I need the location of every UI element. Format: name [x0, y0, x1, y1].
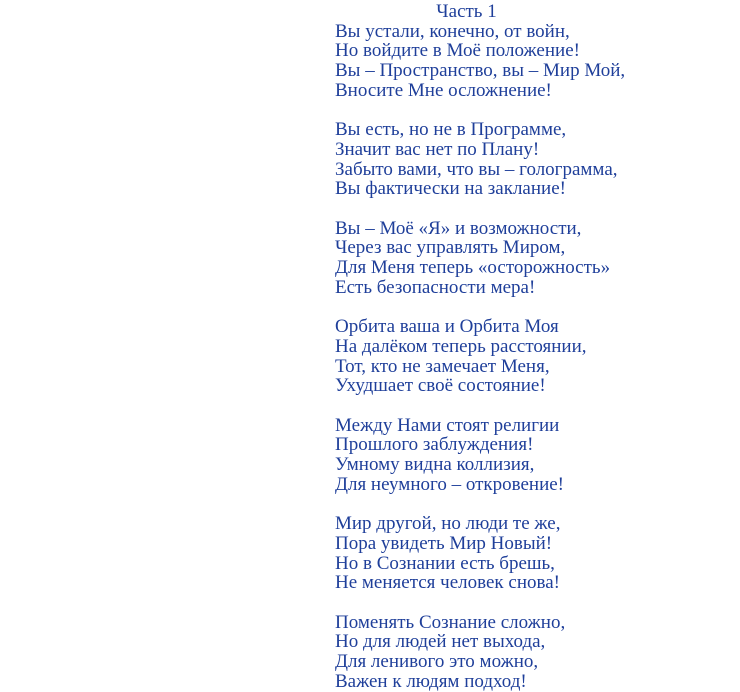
poem-line: Важен к людям подход! — [335, 670, 527, 692]
poem-line: Но в Сознании есть брешь, — [335, 552, 555, 574]
poem-line: Но войдите в Моё положение! — [335, 40, 580, 62]
poem-line: Для Меня теперь «осторожность» — [335, 257, 611, 279]
poem-line: Не меняется человек снова! — [335, 572, 560, 594]
poem-line: Мир другой, но люди те же, — [335, 513, 561, 535]
stanza-5 — [335, 416, 735, 495]
poem-line: Умному видна коллизия, — [335, 454, 535, 476]
poem-line: Ухудшает своё состояние! — [335, 375, 546, 397]
poem-line: Тот, кто не замечает Меня, — [335, 355, 550, 377]
stanza-2 — [335, 120, 735, 199]
poem-line: Для ленивого это можно, — [335, 651, 539, 673]
poem-line: Вы устали, конечно, от войн, — [335, 20, 570, 42]
poem-line: Через вас управлять Миром, — [335, 237, 566, 259]
poem-line: Прошлого заблуждения! — [335, 434, 534, 456]
poem-line: На далёком теперь расстоянии, — [335, 335, 587, 357]
poem-line: Вы – Пространство, вы – Мир Мой, — [335, 60, 626, 82]
stanza-7 — [335, 613, 735, 692]
stanza-1 — [335, 22, 735, 101]
poem-line: Значит вас нет по Плану! — [335, 138, 540, 160]
poem-line: Пора увидеть Мир Новый! — [335, 532, 553, 554]
stanza-3 — [335, 219, 735, 298]
poem-line: Вносите Мне осложнение! — [335, 79, 552, 101]
poem — [335, 2, 735, 692]
poem-title: Часть 1 — [436, 1, 497, 22]
poem-line: Есть безопасности мера! — [335, 276, 536, 298]
stanza-6 — [335, 514, 735, 593]
poem-line: Вы – Моё «Я» и возможности, — [335, 217, 582, 239]
poem-line: Забыто вами, что вы – голограмма, — [335, 158, 618, 180]
poem-line: Орбита ваша и Орбита Моя — [335, 316, 559, 338]
poem-line: Но для людей нет выхода, — [335, 631, 546, 653]
poem-line: Вы есть, но не в Программе, — [335, 119, 567, 141]
stanza-4 — [335, 317, 735, 396]
poem-line: Поменять Сознание сложно, — [335, 611, 566, 633]
poem-line: Между Нами стоят религии — [335, 414, 560, 436]
poem-line: Вы фактически на заклание! — [335, 178, 566, 200]
poem-line: Для неумного – откровение! — [335, 473, 564, 495]
